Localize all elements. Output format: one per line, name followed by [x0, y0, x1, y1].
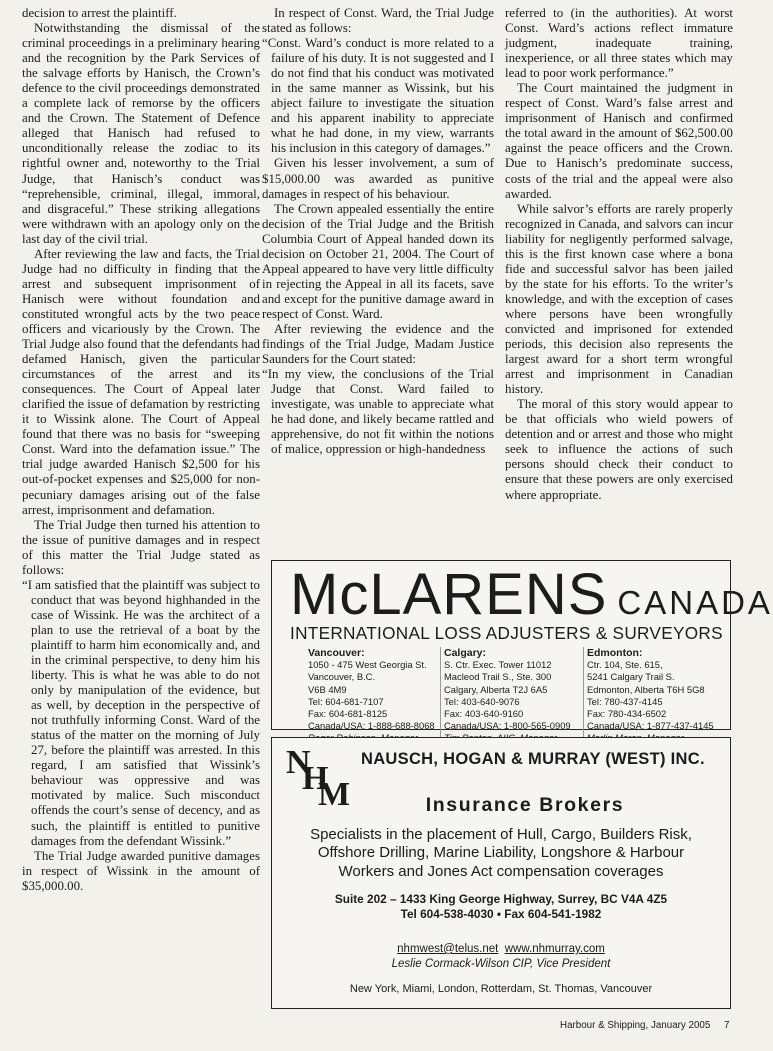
- article-paragraph: The Court maintained the judgment in respect of Const. Ward’s false arrest and imprisonment of Hanisch and confirmed the total award in the amount of $62,500.00 against the peace officers and the Crown. Due to Hanisch’s predominate success, costs of the trial and the appeal were also awarded.: [505, 81, 733, 201]
- article-paragraph: The Crown appealed essentially the entire decision of the Trial Judge and the British Columbia Court of Appeal handed down its decision on October 21, 2004. The Court of Appeal appeared to have very little difficulty in rejecting the Appeal in all its facets, save and except for the punitive damage award in respect of Const. Ward.: [262, 201, 494, 321]
- office-city: Calgary:: [444, 647, 487, 659]
- office-line: 1050 - 475 West Georgia St.: [308, 659, 427, 671]
- office-vancouver: [308, 647, 435, 745]
- nhm-logo-letter-m: M: [318, 776, 351, 813]
- nhm-phone: Tel 604-538-4030 • Fax 604-541-1982: [400, 906, 602, 921]
- nhm-logo-letter-n: N: [286, 744, 311, 781]
- office-line: Tel: 403-640-9076: [444, 695, 520, 707]
- article-paragraph: In respect of Const. Ward, the Trial Judge stated as follows:: [262, 6, 494, 36]
- office-line: Vancouver, B.C.: [308, 671, 376, 683]
- nhm-contact: [272, 892, 730, 921]
- nhm-specialties: [272, 826, 730, 881]
- article-paragraph: The Trial Judge awarded punitive damages in respect of Wissink in the amount of $35,000.00.: [22, 848, 260, 893]
- office-edmonton: [583, 647, 714, 745]
- article-column-3: [505, 6, 733, 503]
- office-line: Calgary, Alberta T2J 6A5: [444, 683, 548, 695]
- office-city: Edmonton:: [587, 647, 643, 659]
- article-paragraph: referred to (in the authorities). At worst Const. Ward’s actions reflect immature judgment, inadequate training, inexperience, or all three states which may lead to poor work performance.”: [505, 6, 733, 81]
- nhm-logo-letter-h: H: [302, 760, 329, 797]
- article-paragraph: While salvor’s efforts are rarely properly recognized in Canada, and salvors can incur liability for negligently performed salvage, this is the first known case where a bona fide and successful salvor has been jailed by the state for his efforts. To the writer’s knowledge, and with the exception of cases where persons have been wrongfully convicted and imprisoned for extended periods, this decision also represents the largest award for a short term wrongful arrest and imprisonment in Canadian history.: [505, 201, 733, 397]
- article-column-1: [22, 6, 260, 894]
- mclarens-logo-canada: CANADA: [617, 584, 773, 621]
- nhm-specialty-line: Specialists in the placement of Hull, Cargo, Builders Risk,: [310, 826, 692, 843]
- page-number: 7: [724, 1020, 730, 1031]
- article-paragraph: The Trial Judge then turned his attention to the issue of punitive damages and in respect of this matter the Trial Judge stated as follows:: [22, 517, 260, 577]
- office-line: Macleod Trail S., Ste. 300: [444, 671, 552, 683]
- footer-publication: Harbour & Shipping, January 2005: [560, 1020, 711, 1031]
- nhm-subtitle: Insurance Brokers: [425, 794, 625, 816]
- office-line: S. Ctr. Exec. Tower 11012: [444, 659, 552, 671]
- nhm-vice-president: Leslie Cormack-Wilson CIP, Vice President: [391, 958, 611, 970]
- office-line: Fax: 604-681-8125: [308, 708, 388, 720]
- office-line: Edmonton, Alberta T6H 5G8: [587, 683, 705, 695]
- nhm-cities: New York, Miami, London, Rotterdam, St. Thomas, Vancouver: [349, 983, 653, 995]
- office-line: Canada/USA: 1-800-565-0909: [444, 720, 571, 732]
- nhm-address: Suite 202 – 1433 King George Highway, Surrey, BC V4A 4Z5: [334, 892, 668, 906]
- article-paragraph: decision to arrest the plaintiff.: [22, 6, 177, 20]
- nhm-email-link[interactable]: nhmwest@telus.net: [397, 943, 499, 955]
- nhm-company-name: NAUSCH, HOGAN & MURRAY (WEST) INC.: [361, 750, 705, 768]
- mclarens-advertisement: [271, 560, 773, 732]
- article-paragraph: “I am satisfied that the plaintiff was subject to conduct that was beyond highhanded in the case of Wissink. He was the architect of a plan to use the retrieval of a boat by the plaintiff to harm him economically and, and in the criminal perspective, to deny him his liberty. This is what he was able to do not only by manipulation of the evidence, but as well, by deception in the perspective of not truthfully informing Const. Ward of the status of the matter on the morning of July 27, before the plaintiff was arrested. In this regard, I am satisfied that Wissink’s behaviour was oppressive and was motivated by malice. Such misconduct offends the court’s sense of decency, and as such, the plaintiff is entitled to punitive damages from the defendant Wissink.”: [22, 577, 260, 848]
- office-line: V6B 4M9: [308, 683, 347, 695]
- office-line: Tel: 780-437-4145: [587, 695, 663, 707]
- office-calgary: [440, 647, 571, 745]
- mclarens-logo: [290, 562, 773, 627]
- article-column-2: [262, 6, 494, 457]
- article-paragraph: “Const. Ward’s conduct is more related to a failure of his duty. It is not suggested and I do not find that his conduct was motivated in the same manner as Wissink, but his abject failure to investigate the situation and his apparent inability to appreciate what he had done, in my view, warrants his inclusion in this category of damages.”: [262, 36, 494, 156]
- nhm-links: [272, 942, 730, 972]
- office-line: Fax: 403-640-9160: [444, 708, 524, 720]
- article-paragraph: “In my view, the conclusions of the Trial Judge that Const. Ward failed to investigate, was unable to appreciate what he had done, and likely became rattled and apprehensive, do not fit within the notions of malice, oppression or high-handedness: [262, 367, 494, 457]
- nhm-specialty-line: Offshore Drilling, Marine Liability, Longshore & Harbour: [317, 844, 685, 862]
- nhm-website-link[interactable]: www.nhmurray.com: [504, 943, 605, 955]
- office-line: Canada/USA: 1-877-437-4145: [587, 720, 714, 732]
- article-paragraph: After reviewing the evidence and the findings of the Trial Judge, Madam Justice Saunders for the Court stated:: [262, 321, 494, 367]
- nhm-advertisement: [271, 737, 731, 1009]
- mclarens-tagline: INTERNATIONAL LOSS ADJUSTERS & SURVEYORS: [290, 623, 723, 643]
- office-line: 5241 Calgary Trail S.: [587, 671, 675, 683]
- article-paragraph: Notwithstanding the dismissal of the criminal proceedings in a preliminary hearing and the recognition by the Park Services of the salvage efforts by Hanisch, the Crown’s defence to the civil proceedings demonstrated a complete lack of remorse by the officers and the Crown. The Statement of Defence alleged that Hanisch had refused to unconditionally release the zodiac to its rightful owner and, noteworthy to the Trial Judge, that Hanisch’s conduct was “reprehensible, criminal, illegal, immoral, and disgraceful.” These striking allegations were withdrawn with an apology only on the last day of the civil trial.: [22, 21, 260, 246]
- office-city: Vancouver:: [308, 647, 365, 659]
- article-paragraph: After reviewing the law and facts, the Trial Judge had no difficulty in finding that the arrest and subsequent imprisonment of Hanisch were without foundation and constituted wrongful acts by the two peace officers and vicariously by the Crown. The Trial Judge also found that the defendants had defamed Hanisch, given the particular circumstances of the arrest and its consequences. The Court of Appeal later clarified the issue of defamation by restricting it to Wissink alone. The Court of Appeal found that there was no basis for “sweeping Const. Ward into the defamation issue.” The trial judge awarded Hanisch $2,500 for his out-of-pocket expenses and $25,000 for non-pecuniary damages arising out of the false arrest, imprisonment and defamation.: [22, 246, 260, 517]
- mclarens-logo-wordmark: McLARENS: [290, 562, 608, 627]
- office-line: Tel: 604-681-7107: [308, 695, 384, 707]
- article-paragraph: The moral of this story would appear to be that officials who wield powers of detention and or arrest and those who might seek to influence the actions of such persons should check their conduct to ensure that these powers are only exercised where appropriate.: [505, 397, 733, 502]
- office-line: Canada/USA: 1-888-688-8068: [308, 720, 435, 732]
- office-line: Fax: 780-434-6502: [587, 708, 667, 720]
- office-line: Ctr. 104, Ste. 615,: [587, 659, 663, 671]
- article-paragraph: Given his lesser involvement, a sum of $15,000.00 was awarded as punitive damages in respect of his behaviour.: [262, 156, 494, 201]
- nhm-specialty-line: Workers and Jones Act compensation coverages: [338, 862, 664, 880]
